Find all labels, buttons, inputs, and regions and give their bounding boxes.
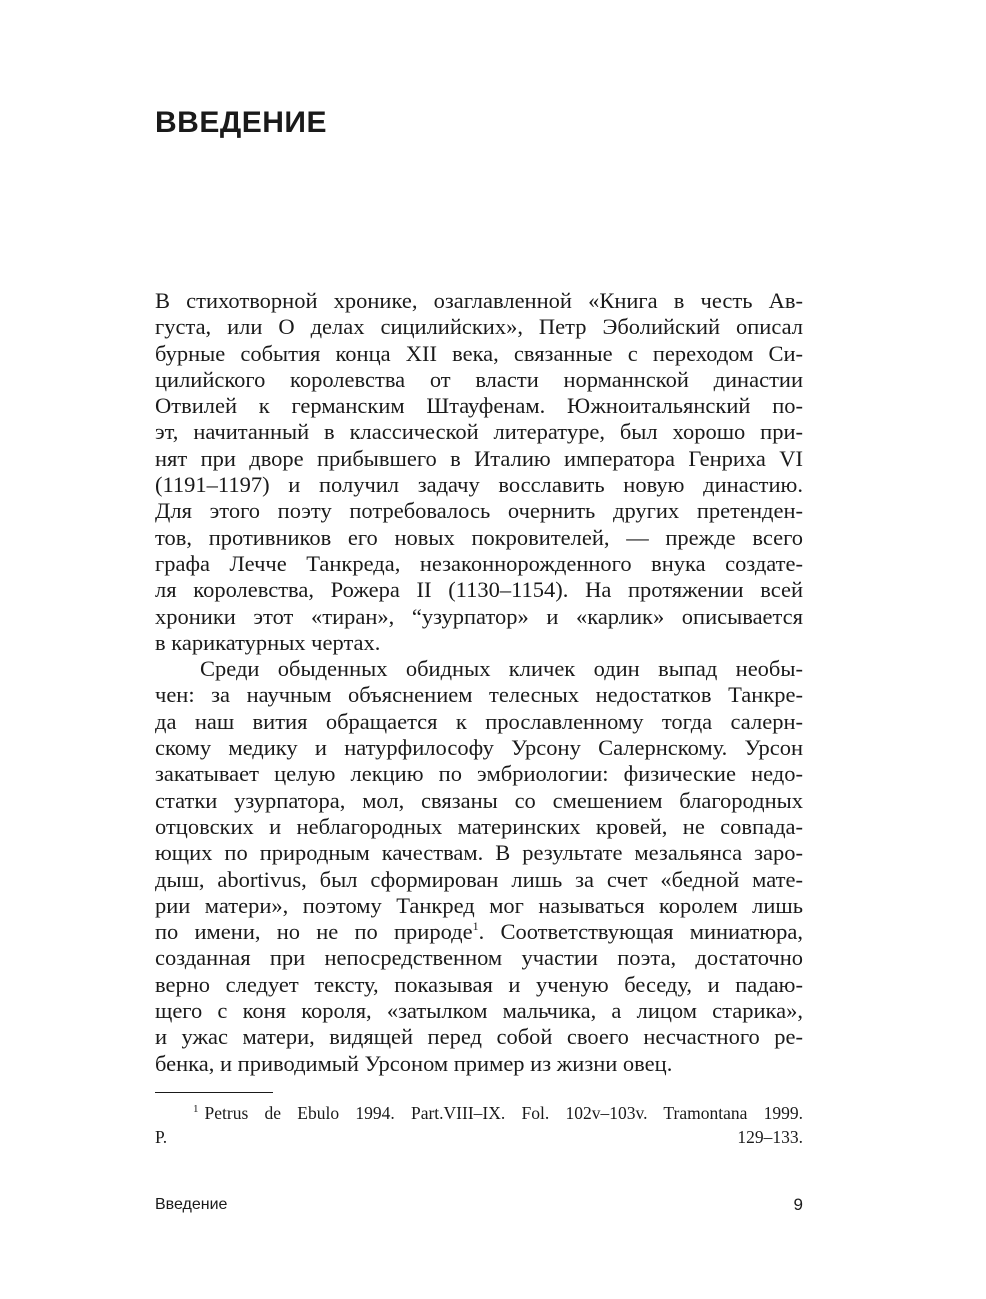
text-line: Для этого поэту потребовалось очернить других претенден- <box>155 498 803 524</box>
text-line-with-note <box>155 919 803 945</box>
text-line: и ужас матери, видящей перед собой своего несчастного ре- <box>155 1024 803 1050</box>
text-line: созданная при непосредственном участии поэта, достаточно <box>155 945 803 971</box>
text-segment: по имени, но не по природе <box>155 919 473 945</box>
text-line: В стихотворной хронике, озаглавленной «Книга в честь Ав- <box>155 288 803 313</box>
paragraph-1 <box>155 288 803 656</box>
footnote-line <box>155 1101 803 1125</box>
text-line: чен: за научным объяснением телесных недостатков Танкре- <box>155 682 803 708</box>
text-line: закатывает целую лекцию по эмбриологии: физические недо- <box>155 761 803 787</box>
footnote <box>155 1101 803 1149</box>
running-footer-section: Введение <box>155 1196 228 1213</box>
footnote-divider <box>155 1092 273 1093</box>
text-line: тов, противников его новых покровителей, — прежде всего <box>155 524 803 550</box>
text-line: в карикатурных чертах. <box>155 629 381 655</box>
text-line: дыш, abortivus, был сформирован лишь за счет «бедной мате- <box>155 866 803 892</box>
footnote-reference[interactable]: 1 <box>472 918 479 933</box>
footnote-line: P. 129–133. <box>155 1127 803 1147</box>
text-line: цилийского королевства от власти норманнской династии <box>155 366 803 392</box>
text-line: эт, начитанный в классической литературе, был хорошо при- <box>155 419 803 445</box>
text-line: (1191–1197) и получил задачу восславить новую династию. <box>155 472 803 498</box>
text-line: Среди обыденных обидных кличек один выпад необы- <box>200 656 803 682</box>
text-line: бурные события конца XII века, связанные с переходом Си- <box>155 340 803 366</box>
text-line: рии матери», поэтому Танкред мог называться королем лишь <box>155 892 803 918</box>
text-line: густа, или О делах сицилийских», Петр Эболийский описал <box>155 314 803 340</box>
text-line: бенка, и приводимый Урсоном пример из жизни овец. <box>155 1050 673 1076</box>
paragraph-2 <box>155 656 803 1077</box>
text-line: хроники этот «тиран», “узурпатор» и «карлик» описывается <box>155 603 803 629</box>
text-line: щего с коня короля, «затылком мальчика, а лицом старика», <box>155 998 803 1024</box>
text-line: да наш вития обращается к прославленному тогда салерн- <box>155 708 803 734</box>
text-line: ля королевства, Рожера II (1130–1154). На протяжении всей <box>155 577 803 603</box>
text-line: нят при дворе прибывшего в Италию императора Генриха VI <box>155 445 803 471</box>
text-line: отцовских и неблагородных материнских кровей, не совпада- <box>155 813 803 839</box>
page-number: 9 <box>793 1195 803 1214</box>
page-title: ВВЕДЕНИЕ <box>155 106 327 139</box>
text-line: верно следует тексту, показывая и ученую беседу, и падаю- <box>155 971 803 997</box>
text-line: Отвилей к германским Штауфенам. Южноитальянский по- <box>155 393 803 419</box>
footnote-number: 1 <box>193 1103 199 1116</box>
text-line: скому медику и натурфилософу Урсону Салернскому. Урсон <box>155 735 803 761</box>
body-text <box>155 288 803 1077</box>
text-line: графа Лечче Танкреда, незаконнорожденного внука создате- <box>155 550 803 576</box>
text-segment: . Соответствующая миниатюра, <box>478 919 803 945</box>
footnote-text: Petrus de Ebulo 1994. Part.VIII–IX. Fol. 102v–103v. Tramontana 1999. <box>204 1103 803 1123</box>
text-line: ющих по природным качествам. В результате мезальянса заро- <box>155 840 803 866</box>
text-line: статки узурпатора, мол, связаны со смешением благородных <box>155 787 803 813</box>
